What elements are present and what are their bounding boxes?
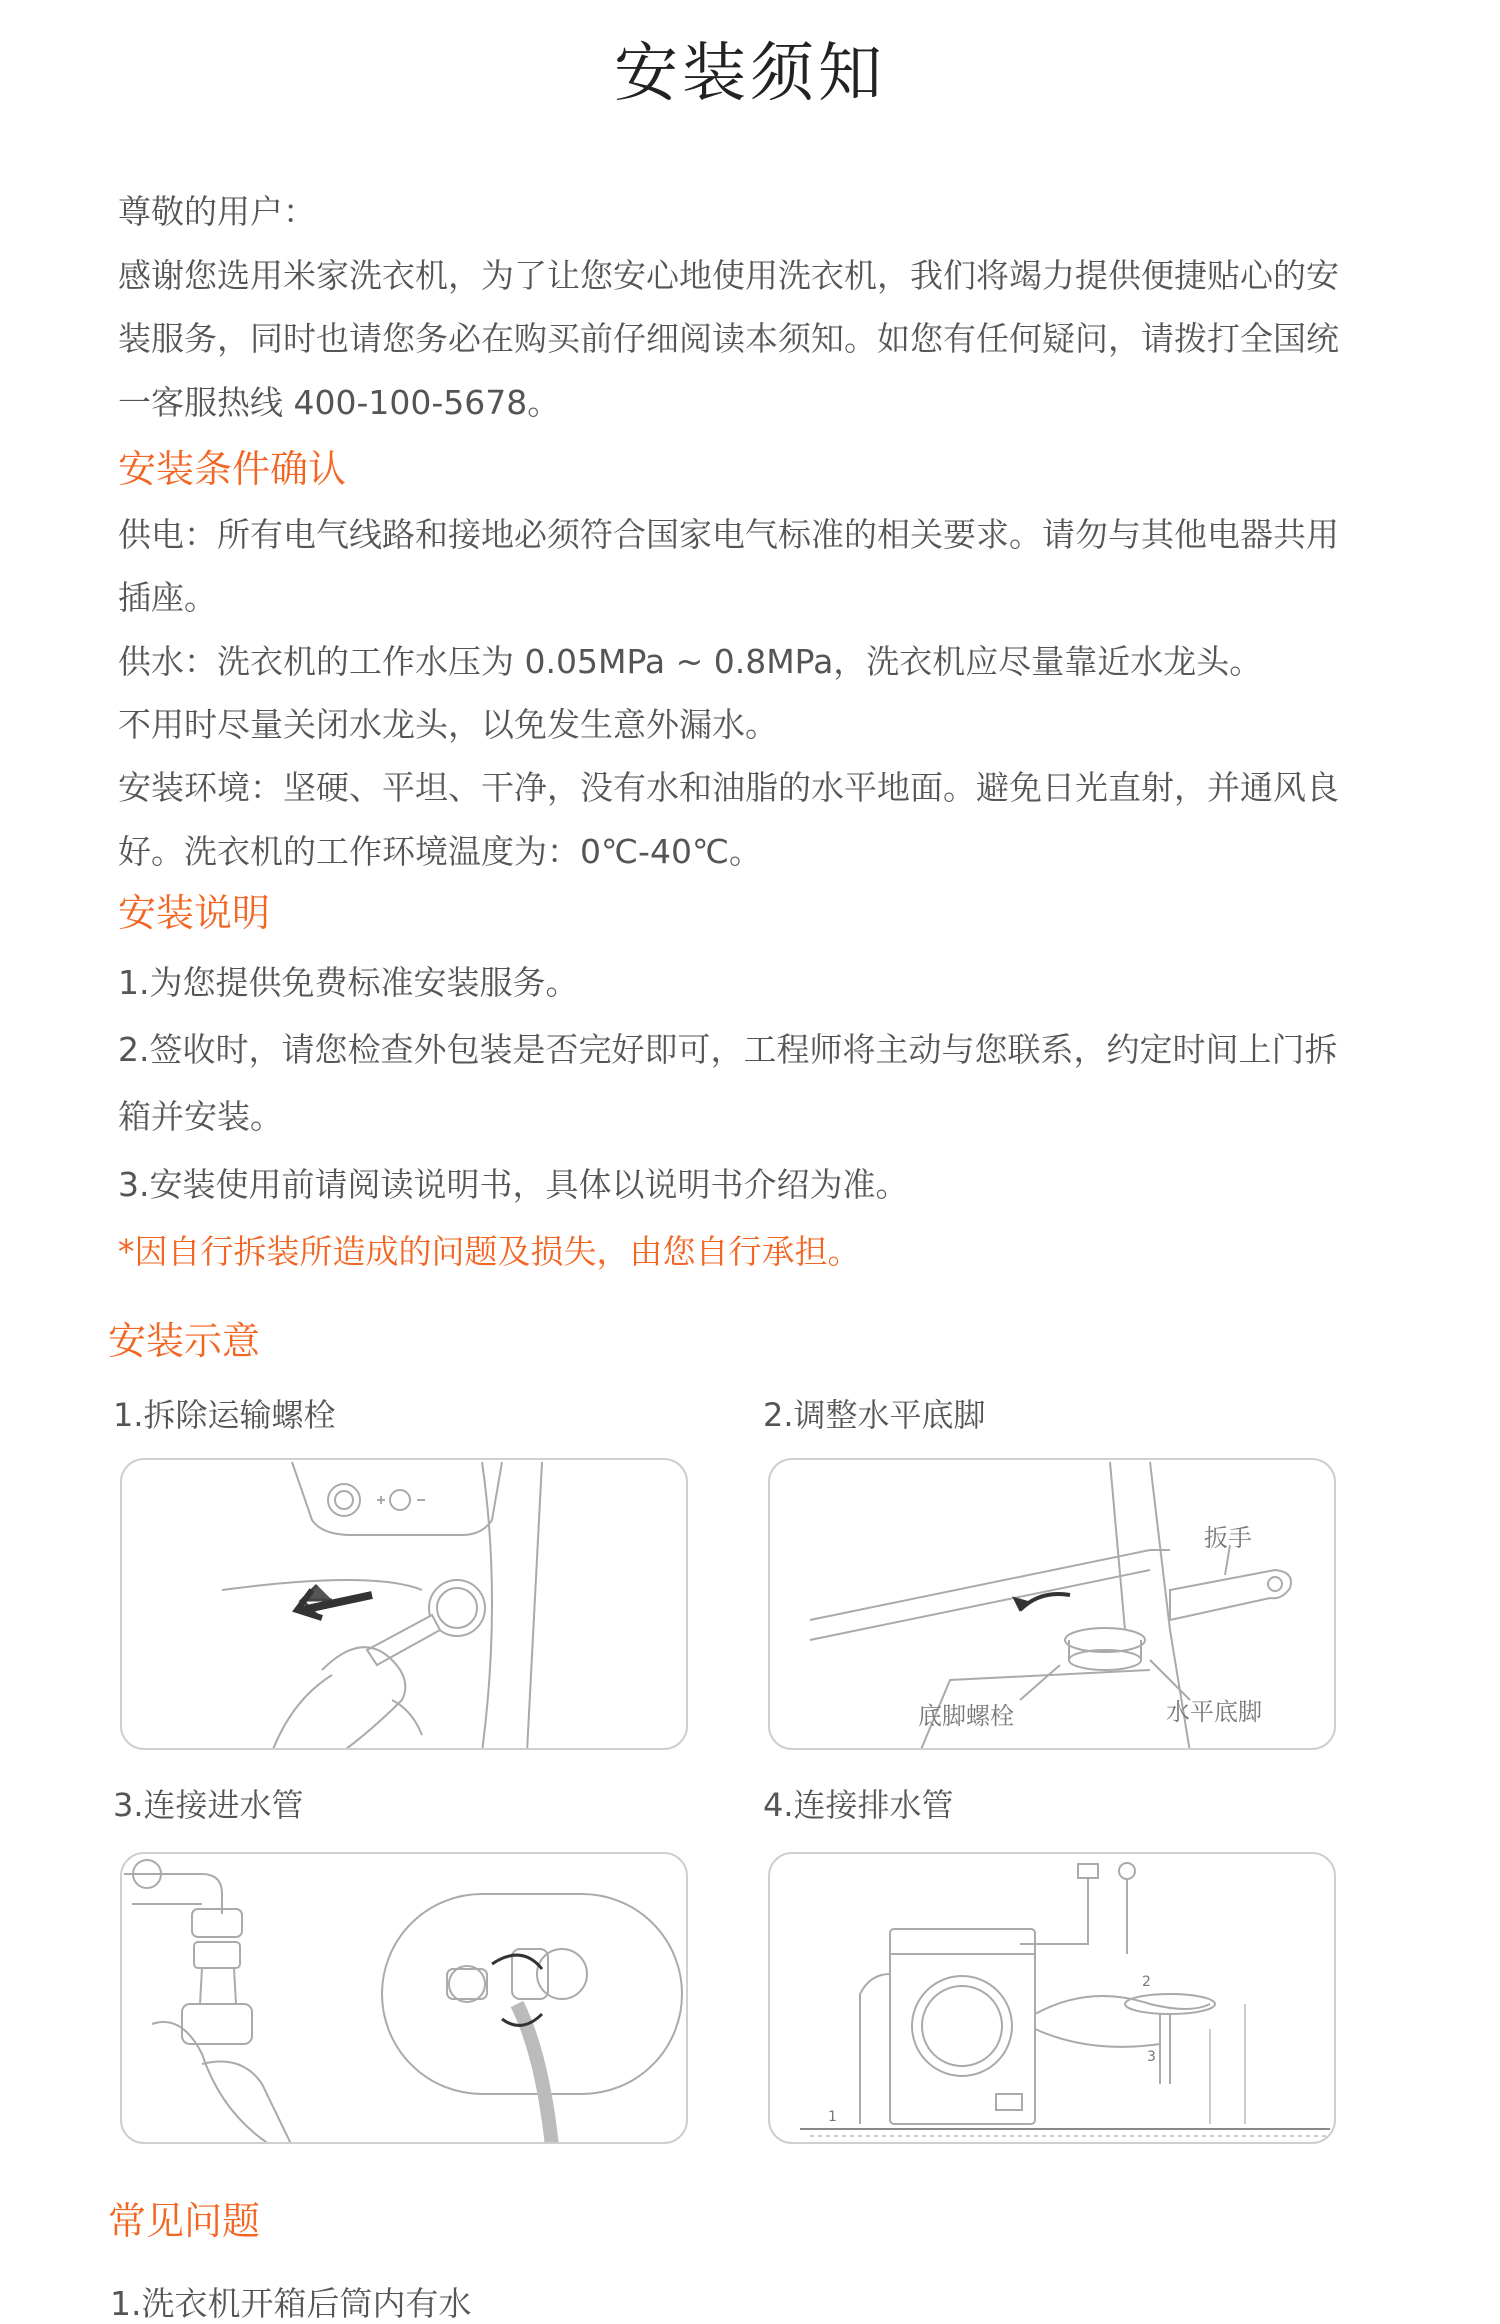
instruction-item: 2.签收时，请您检查外包装是否完好即可，工程师将主动与您联系，约定时间上门拆 — [118, 1030, 1338, 1069]
instruction-item: 3.安装使用前请阅读说明书，具体以说明书介绍为准。 — [118, 1165, 909, 1204]
instruction-item: 1.为您提供免费标准安装服务。 — [118, 963, 579, 1002]
environment-text: 好。洗衣机的工作环境温度为：0℃-40℃。 — [118, 832, 763, 871]
warning-text: *因自行拆装所造成的问题及损失，由您自行承担。 — [118, 1232, 861, 1271]
diagram-inlet-hose — [120, 1852, 688, 2144]
power-text: 插座。 — [118, 578, 217, 617]
environment-text: 安装环境：坚硬、平坦、干净，没有水和油脂的水平地面。避免日光直射，并通风良 — [118, 768, 1339, 807]
faq-question: 1.洗衣机开箱后筒内有水 — [110, 2284, 472, 2323]
step-label-1: 1.拆除运输螺栓 — [113, 1396, 336, 1434]
intro-line: 一客服热线 400-100-5678。 — [118, 383, 561, 422]
diagram-remove-bolts — [120, 1458, 688, 1750]
water-text: 不用时尽量关闭水龙头，以免发生意外漏水。 — [118, 705, 778, 744]
section-heading-illustration: 安装示意 — [108, 1319, 261, 1363]
drain-mark-2: 2 — [1142, 1974, 1151, 1990]
bolt-label: 底脚螺栓 — [918, 1702, 1014, 1730]
instruction-item: 箱并安装。 — [118, 1097, 283, 1136]
greeting: 尊敬的用户： — [118, 192, 316, 231]
diagram-adjust-feet — [768, 1458, 1336, 1750]
diagram-drain-hose — [768, 1852, 1336, 2144]
water-text: 供水：洗衣机的工作水压为 0.05MPa ~ 0.8MPa，洗衣机应尽量靠近水龙头。 — [118, 642, 1263, 681]
wrench-label: 扳手 — [1204, 1524, 1252, 1552]
section-heading-conditions: 安装条件确认 — [118, 447, 347, 491]
section-heading-faq: 常见问题 — [108, 2199, 261, 2243]
step-label-4: 4.连接排水管 — [763, 1786, 954, 1824]
drain-mark-3: 3 — [1147, 2049, 1156, 2065]
drain-mark-1: 1 — [828, 2109, 837, 2125]
power-text: 供电：所有电气线路和接地必须符合国家电气标准的相关要求。请勿与其他电器共用 — [118, 515, 1339, 554]
foot-label: 水平底脚 — [1166, 1698, 1262, 1726]
section-heading-instructions: 安装说明 — [118, 891, 271, 935]
step-label-2: 2.调整水平底脚 — [763, 1396, 986, 1434]
intro-line: 感谢您选用米家洗衣机，为了让您安心地使用洗衣机，我们将竭力提供便捷贴心的安 — [118, 256, 1339, 295]
step-label-3: 3.连接进水管 — [113, 1786, 304, 1824]
intro-line: 装服务，同时也请您务必在购买前仔细阅读本须知。如您有任何疑问，请拨打全国统 — [118, 319, 1339, 358]
page-title: 安装须知 — [614, 37, 886, 111]
